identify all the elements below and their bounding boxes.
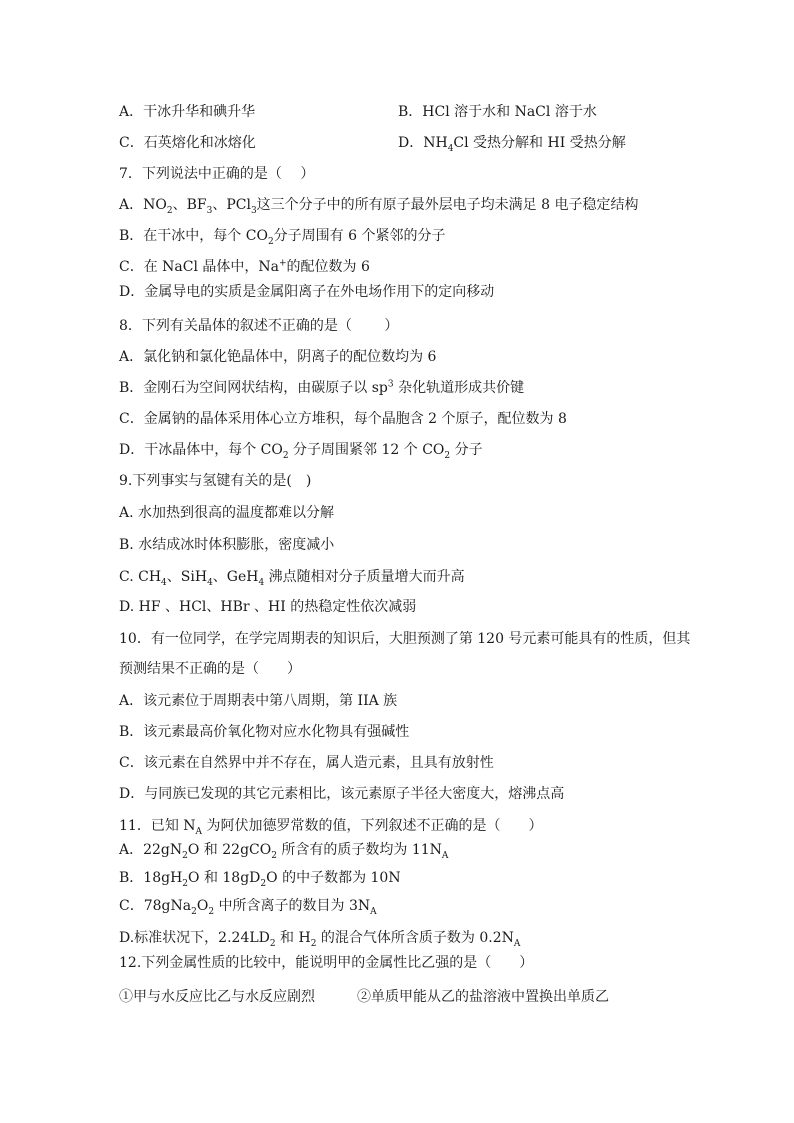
q8-option-b: B．金刚石为空间网状结构，由碳原子以 $sp^3$ 杂化轨道形成共价键: [119, 379, 525, 396]
q11-option-b: B．$18gH_2O$ 和 $18gD_2O$ 的中子数都为 10N: [119, 870, 401, 889]
q9-option-c: C. $CH_4$、SiH$_4$、GeH$_4$ 沸点随相对分子质量增大而升高: [119, 569, 465, 588]
q7-stem: 7．下列说法中正确的是（ ）: [119, 166, 315, 182]
q10-option-c: C．该元素在自然界中并不存在，属人造元素，且具有放射性: [119, 755, 494, 771]
q10-option-d: D．与同族已发现的其它元素相比，该元素原子半径大密度大，熔沸点高: [119, 786, 565, 802]
q6-option-b: B．HCl 溶于水和 NaCl 溶于水: [398, 104, 597, 120]
q8-option-c: C．金属钠的晶体采用体心立方堆积，每个晶胞含 2 个原子，配位数为 8: [119, 411, 567, 427]
q7-option-c: C．在 NaCl 晶体中，Na+的配位数为 6: [119, 258, 370, 275]
q9-option-a: A. 水加热到很高的温度都难以分解: [119, 505, 335, 521]
q7-option-d: D．金属导电的实质是金属阳离子在外电场作用下的定向移动: [119, 284, 495, 300]
q6-option-c: C．石英熔化和冰熔化: [119, 135, 256, 151]
q8-stem: 8．下列有关晶体的叙述不正确的是（ ）: [119, 318, 399, 334]
q11-option-a: A．$22gN_2O$ 和 22gCO$_2$ 所含有的质子数均为 $11N_A$: [119, 842, 449, 861]
q10-stem-line1: 10．有一位同学，在学完周期表的知识后，大胆预测了第 120 号元素可能具有的性质，但其: [119, 631, 691, 647]
q12-stem: 12.下列金属性质的比较中，能说明甲的金属性比乙强的是（ ）: [119, 955, 534, 971]
q10-option-a: A．该元素位于周期表中第八周期，第 IIA 族: [119, 693, 398, 709]
q11-stem: 11．已知 $N_A$ 为阿伏加德罗常数的值，下列叙述不正确的是（ ）: [119, 818, 543, 837]
q12-item-1: ①甲与水反应比乙与水反应剧烈: [119, 989, 315, 1005]
q6-option-a: A．干冰升华和碘升华: [119, 104, 256, 120]
q7-option-b: B．在干冰中，每个 $CO_2$分子周围有 6 个紧邻的分子: [119, 228, 446, 247]
q9-option-b: B. 水结成冰时体积膨胀，密度减小: [119, 537, 335, 553]
q7-option-a: A．$NO_2$、$BF_3$、PCl$_3$这三个分子中的所有原子最外层电子均未满足 8 电子稳定结构: [119, 197, 639, 216]
q10-option-b: B．该元素最高价氧化物对应水化物具有强碱性: [119, 724, 410, 740]
q11-option-c: C．$78gNa_2O_2$ 中所含离子的数目为 $3N_A$: [119, 898, 377, 917]
q9-stem: 9.下列事实与氢键有关的是( ): [119, 473, 312, 489]
q8-option-d: D．干冰晶体中，每个 $CO_2$ 分子周围紧邻 12 个 $CO_2$ 分子: [119, 442, 483, 461]
q11-option-d: D.标准状况下，$2.24LD_2$ 和 $H_2$ 的混合气体所含质子数为 $0.2N_A$: [119, 930, 521, 949]
q12-item-2: ②单质甲能从乙的盐溶液中置换出单质乙: [357, 989, 609, 1005]
q8-option-a: A．氯化钠和氯化铯晶体中，阴离子的配位数均为 6: [119, 349, 437, 365]
q10-stem-line2: 预测结果不正确的是（ ）: [119, 661, 301, 677]
q9-option-d: D. HF 、HCl、HBr 、HI 的热稳定性依次减弱: [119, 599, 417, 615]
q6-option-d: D．$NH_4Cl$ 受热分解和 HI 受热分解: [398, 135, 626, 154]
